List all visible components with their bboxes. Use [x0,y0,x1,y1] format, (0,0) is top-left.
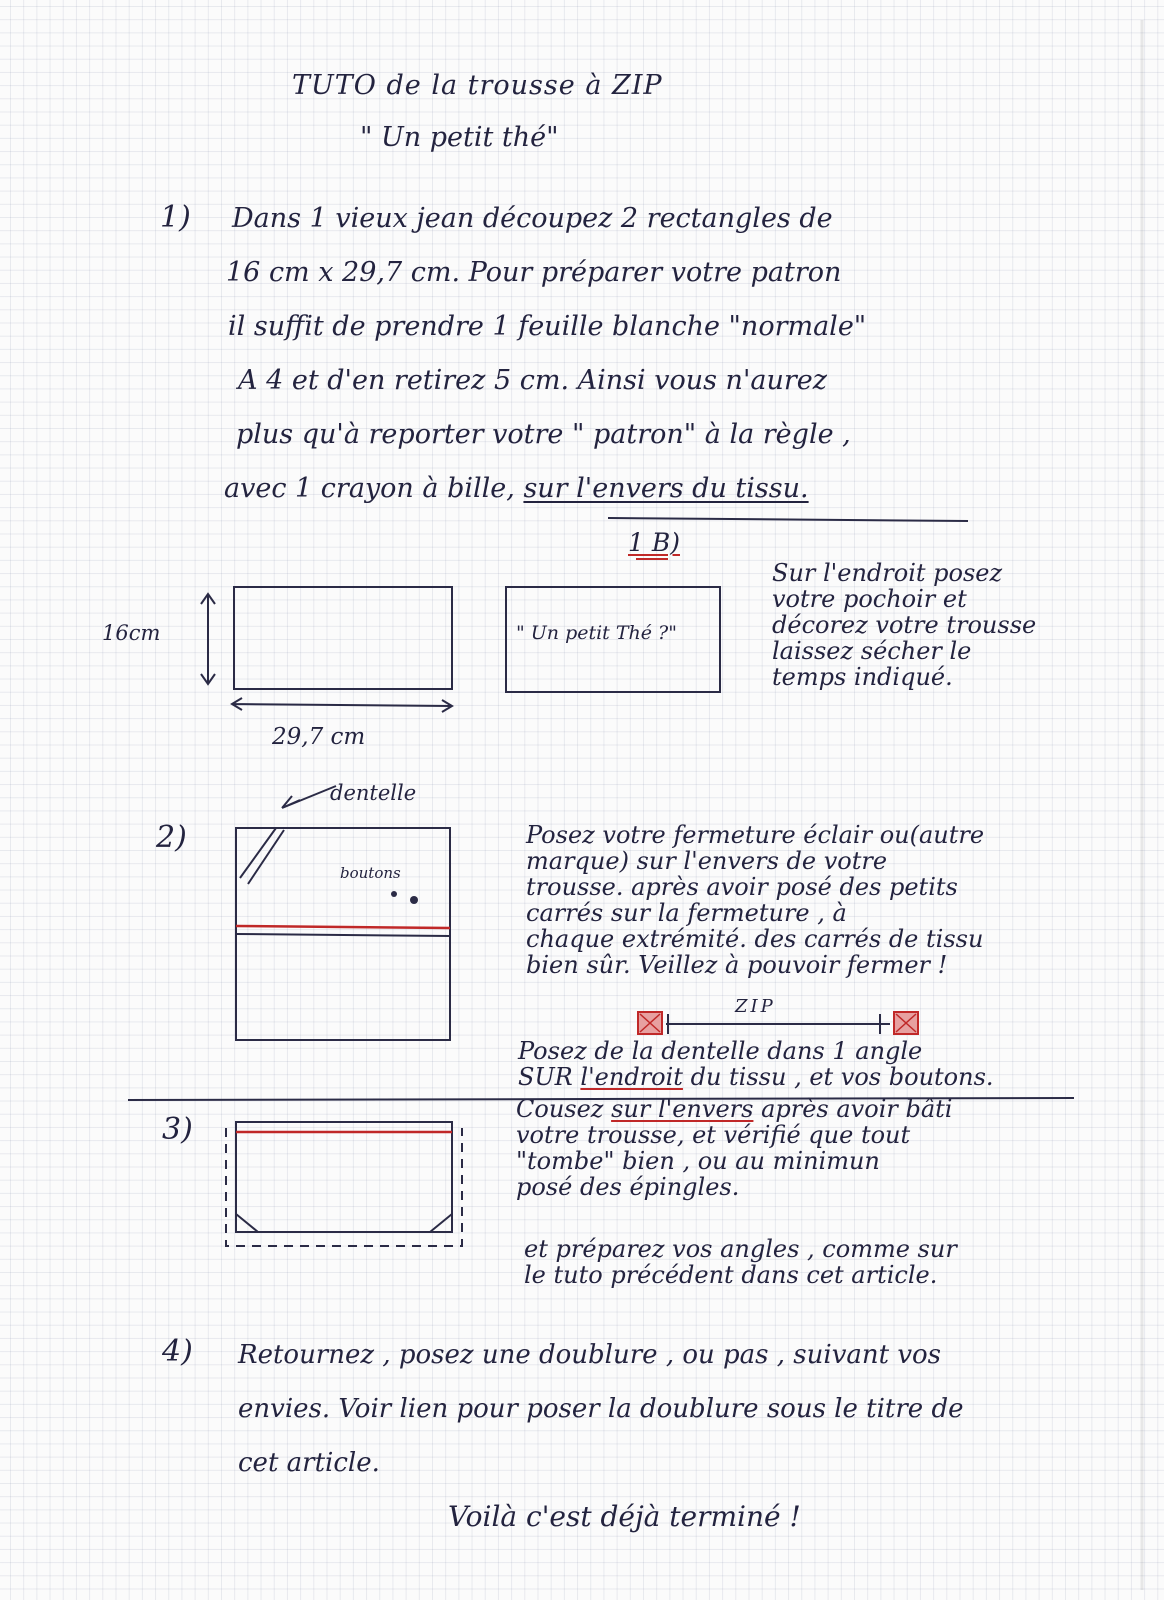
step-2-line: trousse. après avoir posé des petits [526,873,958,901]
label-buttons: boutons [340,864,401,882]
section-divider [128,1098,1074,1100]
step-2-line: Posez votre fermeture éclair ou(autre [526,821,985,849]
step-2-number: 2) [156,820,187,855]
button-dot [410,896,418,904]
step-4-line: cet article. [238,1448,380,1478]
step-3-line-1-underlined: sur l'envers [611,1095,754,1123]
width-arrow [232,698,452,712]
closing-line: Voilà c'est déjà terminé ! [448,1500,801,1533]
step-2-line: chaque extrémité. des carrés de tissu [526,925,984,953]
step-1-line: plus qu'à reporter votre " patron" à la règle , [236,419,851,450]
title-line-1: TUTO de la trousse à ZIP [292,70,663,101]
zip-label: ZIP [735,996,776,1017]
step-2-line: carrés sur la fermeture , à [526,899,847,927]
step-1b-line: Sur l'endroit posez [772,559,1003,587]
step-4-number: 4) [162,1334,193,1369]
step-3-line: votre trousse, et vérifié que tout [516,1121,911,1149]
button-dot [391,891,397,897]
title-line-2: " Un petit thé" [360,122,559,153]
step-4-line: Retournez , posez une doublure , ou pas , suivant vos [238,1340,942,1370]
fabric-rectangle [234,587,452,689]
corner-marks [236,1214,452,1232]
stitch-line [226,1128,462,1246]
step-1-last-underlined: sur l'envers du tissu. [523,473,809,504]
step-3-line: posé des épingles. [516,1173,740,1201]
underline-envers [608,518,968,521]
stencil-label: " Un petit Thé ?" [516,622,677,644]
step-1-line: Dans 1 vieux jean découpez 2 rectangles de [232,203,833,234]
zip-ink-line [236,934,450,936]
lace-line-2-underlined: l'endroit [580,1063,683,1091]
step-1b-line: laissez sécher le [772,637,972,665]
step-1-line: il suffit de prendre 1 feuille blanche "normale" [228,311,867,342]
step-1-line: A 4 et d'en retirez 5 cm. Ainsi vous n'aurez [238,365,827,396]
step-3-number: 3) [162,1112,193,1147]
label-lace: dentelle [330,781,417,805]
step-3-angles-line-1: et préparez vos angles , comme sur [524,1235,957,1263]
lace-strip [240,828,284,884]
sewn-pouch [236,1122,452,1232]
dimension-height: 16cm [102,621,161,645]
step-1b-line: temps indiqué. [772,663,953,691]
zip-line [666,1014,890,1034]
stencil-rectangle [506,587,720,692]
step-3-line: "tombe" bien , ou au minimun [516,1147,880,1175]
step-1b-number: 1 B) [628,528,680,557]
step-4-line: envies. Voir lien pour poser la doublure sous le titre de [238,1394,964,1424]
step-1b-line: décorez votre trousse [772,611,1037,639]
step-3-line-1-start: Cousez [516,1095,604,1123]
dimension-width: 29,7 cm [272,724,366,750]
step-1-line: 16 cm x 29,7 cm. Pour préparer votre patron [226,257,842,288]
lace-line-2-start: SUR [518,1063,573,1091]
step-3-line-1-end: après avoir bâti [761,1095,953,1123]
lace-arrow [282,786,336,808]
step-2-line: bien sûr. Veillez à pouvoir fermer ! [526,951,948,979]
step-2-lace-line-1: Posez de la dentelle dans 1 angle [518,1037,923,1065]
zip-red-line [236,926,450,928]
lace-line-2-end: du tissu , et vos boutons. [690,1063,994,1091]
step-1b-line: votre pochoir et [772,585,967,613]
height-arrow [201,594,215,684]
step-2-line: marque) sur l'envers de votre [526,847,888,875]
step-3-angles-line-2: le tuto précédent dans cet article. [524,1261,938,1289]
step-1-number: 1) [160,200,191,235]
step-1-last-start: avec 1 crayon à bille, [224,473,515,504]
